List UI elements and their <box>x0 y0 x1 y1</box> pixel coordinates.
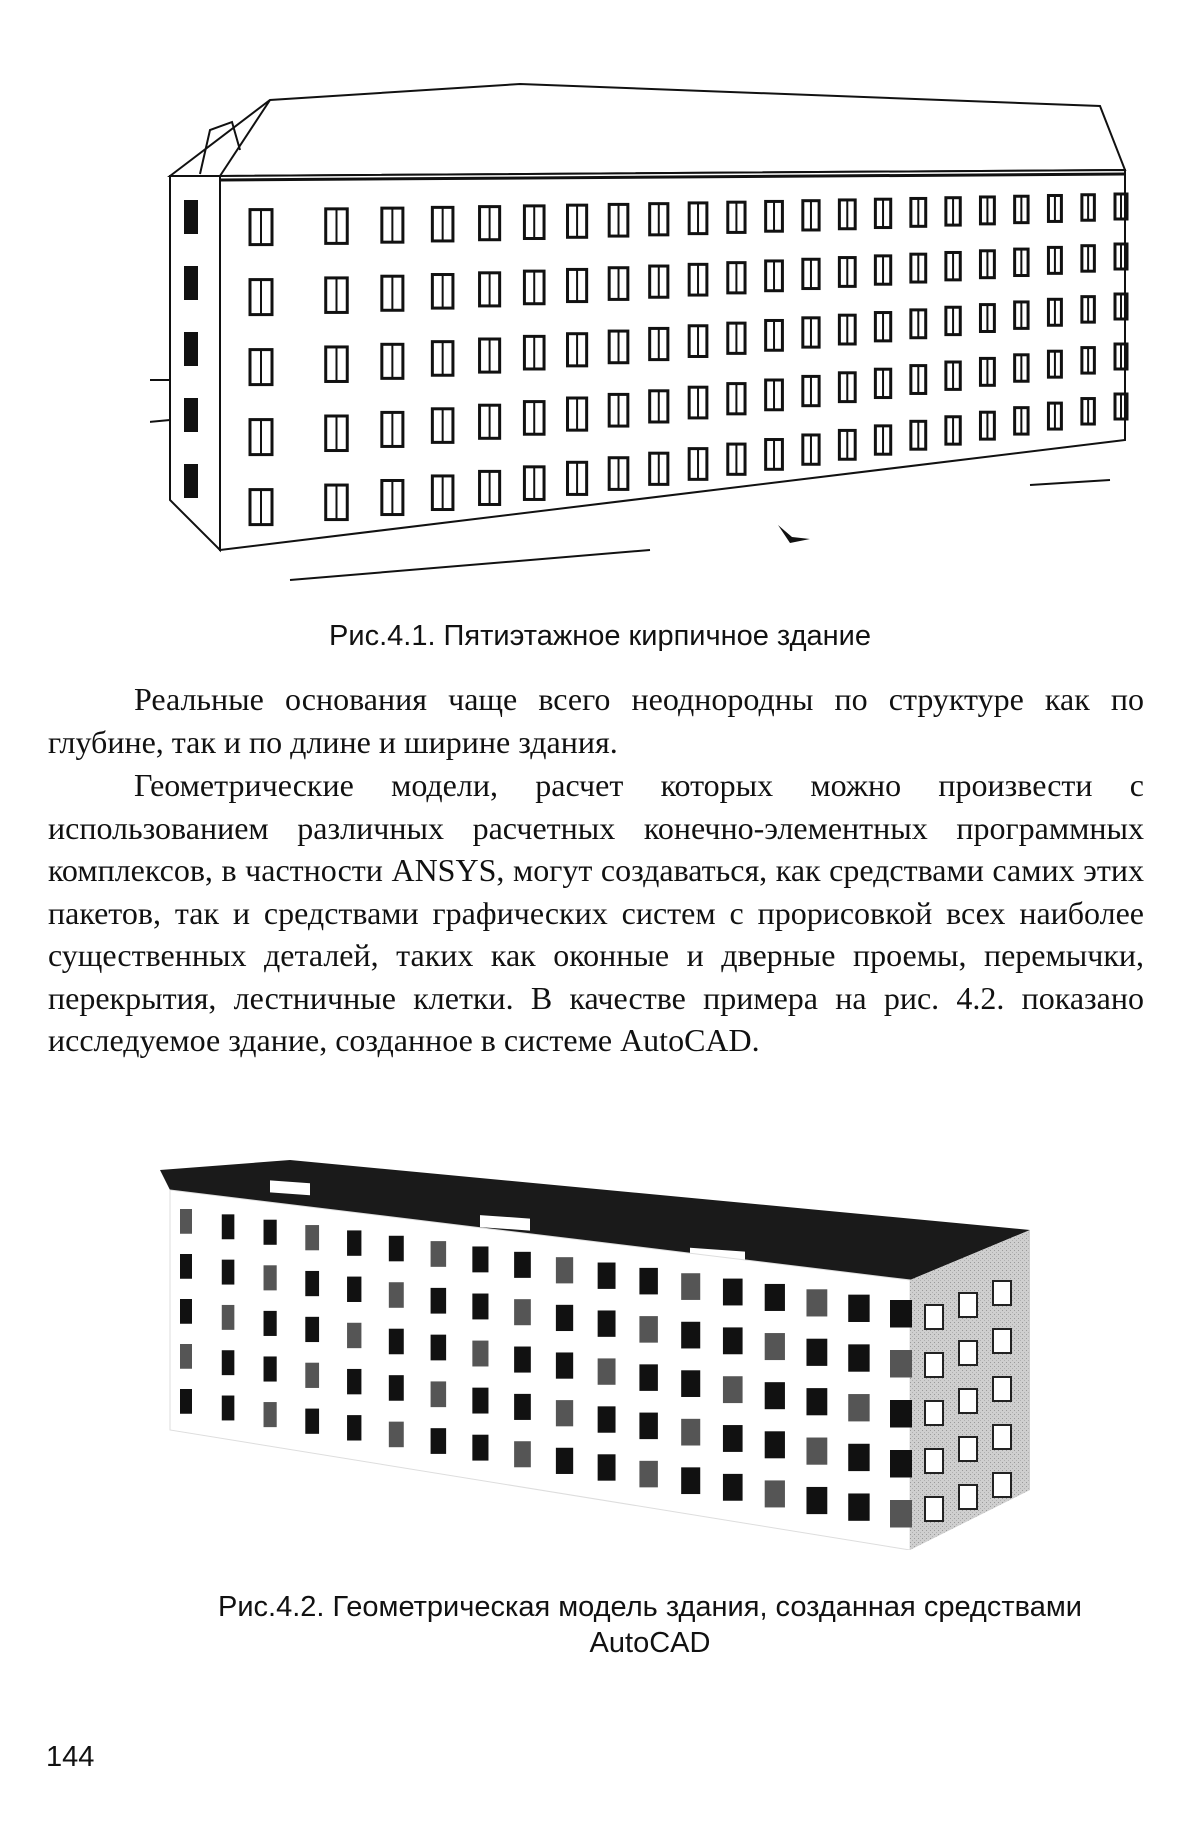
model-opening <box>514 1252 531 1278</box>
model-opening <box>431 1381 447 1407</box>
model-opening <box>765 1382 785 1409</box>
tree-mark <box>778 525 810 543</box>
building-front-face <box>220 170 1125 550</box>
figure-autocad-model <box>150 1130 1050 1550</box>
model-opening <box>556 1305 573 1331</box>
model-side-opening <box>925 1497 943 1521</box>
model-side-opening <box>993 1281 1011 1305</box>
model-opening <box>514 1299 531 1325</box>
paragraph-1-text: Реальные основания чаще всего неоднородны по структуре как по глубине, так и по длине и ширине здания. <box>48 681 1144 760</box>
model-opening <box>514 1441 531 1467</box>
model-opening <box>848 1344 869 1371</box>
model-opening <box>806 1487 827 1514</box>
model-opening <box>389 1329 404 1355</box>
model-opening <box>180 1209 192 1234</box>
model-side-opening <box>959 1341 977 1365</box>
model-opening <box>347 1415 361 1440</box>
model-opening <box>639 1364 657 1391</box>
model-opening <box>305 1409 319 1434</box>
model-opening <box>765 1333 785 1360</box>
model-opening <box>472 1435 488 1461</box>
figure-2-caption <box>150 1589 1150 1661</box>
model-opening <box>347 1323 361 1348</box>
model-opening <box>598 1310 616 1336</box>
page-number: 144 <box>46 1741 95 1773</box>
model-opening <box>723 1279 743 1306</box>
model-opening <box>598 1358 616 1384</box>
figure-brick-building <box>150 80 1130 600</box>
model-side-opening <box>959 1293 977 1317</box>
model-opening <box>264 1265 277 1290</box>
model-opening <box>431 1428 447 1454</box>
model-opening <box>514 1394 531 1420</box>
model-opening <box>431 1288 447 1314</box>
model-opening <box>180 1299 192 1324</box>
model-side-opening <box>925 1449 943 1473</box>
model-side-opening <box>925 1353 943 1377</box>
model-opening <box>180 1344 192 1369</box>
model-opening <box>681 1370 700 1397</box>
roof <box>170 84 1125 176</box>
model-opening <box>264 1402 277 1427</box>
model-opening <box>890 1500 912 1528</box>
model-opening <box>639 1461 657 1488</box>
model-opening <box>556 1352 573 1378</box>
model-opening <box>848 1493 869 1520</box>
figure-1-caption: Рис.4.1. Пятиэтажное кирпичное здание <box>329 620 871 652</box>
model-opening <box>848 1444 869 1471</box>
side-window <box>184 200 198 234</box>
model-opening <box>806 1339 827 1366</box>
side-window <box>184 266 198 300</box>
model-opening <box>305 1271 319 1296</box>
model-opening <box>723 1425 743 1452</box>
model-side-opening <box>993 1377 1011 1401</box>
model-opening <box>347 1277 361 1302</box>
model-opening <box>848 1295 869 1322</box>
model-side-opening <box>959 1389 977 1413</box>
model-opening <box>806 1438 827 1465</box>
model-opening <box>431 1241 447 1267</box>
model-opening <box>431 1335 447 1361</box>
model-side-opening <box>959 1437 977 1461</box>
model-opening <box>472 1294 488 1320</box>
model-opening <box>222 1214 235 1239</box>
model-opening <box>305 1317 319 1342</box>
paragraph-2-text: Геометрические модели, расчет которых можно произвести с использованием различных расчетных конечно-элементных программных комплексов, в частности ANSYS, могут создаваться, как средствами самих этих пакетов, так и средствами графических систем с прорисовкой всех наиболее существенных деталей, таких как оконные и дверные проемы, перемычки, перекрытия, лестничные клетки. В качестве примера на рис. 4.2. показано исследуемое здание, созданное в системе AutoCAD. <box>48 767 1144 1058</box>
model-opening <box>264 1356 277 1381</box>
model-opening <box>681 1467 700 1494</box>
model-opening <box>890 1350 912 1378</box>
model-opening <box>723 1376 743 1403</box>
side-window <box>184 398 198 432</box>
model-side-opening <box>959 1485 977 1509</box>
model-side-opening <box>925 1305 943 1329</box>
model-opening <box>639 1413 657 1440</box>
model-opening <box>347 1369 361 1394</box>
model-side-opening <box>993 1425 1011 1449</box>
model-opening <box>806 1289 827 1316</box>
model-opening <box>848 1394 869 1421</box>
model-opening <box>598 1454 616 1480</box>
model-opening <box>180 1389 192 1414</box>
model-opening <box>472 1388 488 1414</box>
model-opening <box>222 1350 235 1375</box>
model-opening <box>264 1311 277 1336</box>
model-opening <box>723 1327 743 1354</box>
model-opening <box>264 1220 277 1245</box>
model-opening <box>389 1236 404 1262</box>
model-opening <box>556 1448 573 1474</box>
model-opening <box>681 1419 700 1446</box>
model-opening <box>222 1305 235 1330</box>
model-opening <box>598 1406 616 1432</box>
figure-2-caption-line-2: AutoCAD <box>589 1627 711 1659</box>
figure-2-caption-line-1: Рис.4.2. Геометрическая модель здания, созданная средствами <box>218 1591 1082 1623</box>
model-opening <box>556 1257 573 1283</box>
side-window <box>184 332 198 366</box>
model-opening <box>347 1230 361 1255</box>
model-side-opening <box>925 1401 943 1425</box>
model-opening <box>598 1263 616 1289</box>
model-opening <box>890 1450 912 1478</box>
model-opening <box>639 1268 657 1295</box>
model-opening <box>890 1400 912 1428</box>
model-opening <box>472 1246 488 1272</box>
model-opening <box>305 1363 319 1388</box>
model-opening <box>305 1225 319 1250</box>
model-opening <box>806 1388 827 1415</box>
paragraph-2 <box>48 764 1144 1062</box>
model-side-opening <box>993 1473 1011 1497</box>
model-opening <box>556 1400 573 1426</box>
model-opening <box>222 1396 235 1421</box>
side-window <box>184 464 198 498</box>
model-opening <box>472 1341 488 1367</box>
model-side-opening <box>993 1329 1011 1353</box>
paragraph-1 <box>48 678 1144 763</box>
model-opening <box>639 1316 657 1343</box>
model-opening <box>222 1260 235 1285</box>
model-opening <box>389 1282 404 1308</box>
model-opening <box>765 1284 785 1311</box>
model-opening <box>180 1254 192 1279</box>
model-opening <box>765 1480 785 1507</box>
model-opening <box>389 1375 404 1401</box>
model-opening <box>681 1273 700 1300</box>
model-opening <box>723 1474 743 1501</box>
model-opening <box>681 1322 700 1349</box>
model-opening <box>514 1347 531 1373</box>
model-opening <box>890 1300 912 1328</box>
model-opening <box>765 1431 785 1458</box>
model-opening <box>389 1422 404 1448</box>
